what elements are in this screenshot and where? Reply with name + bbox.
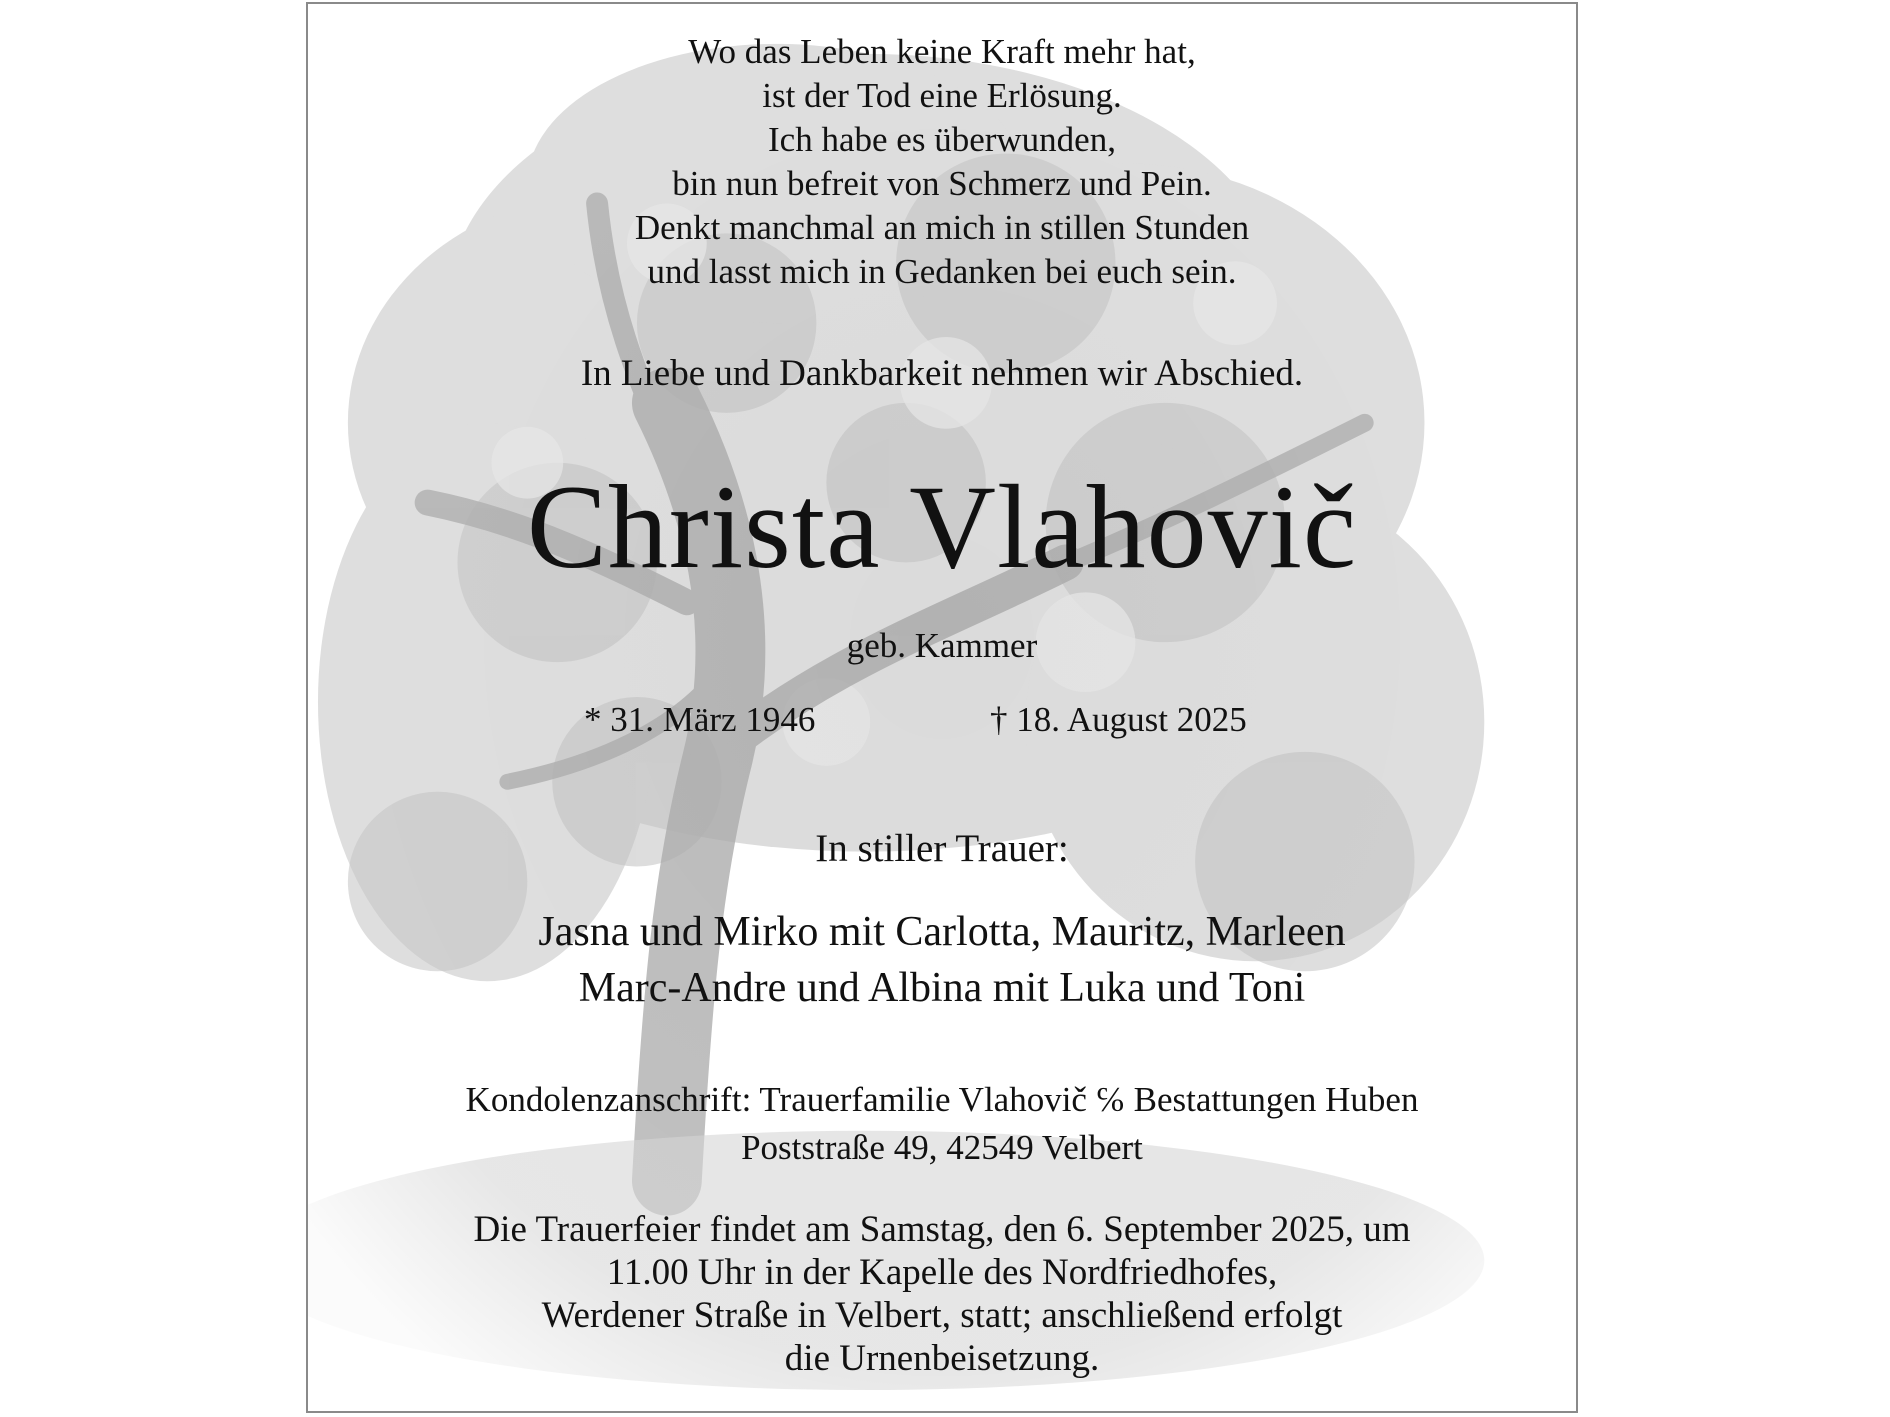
condolence-address — [308, 1076, 1576, 1172]
poem-line: Ich habe es überwunden, — [768, 120, 1116, 159]
poem — [308, 30, 1576, 294]
poem-line: ist der Tod eine Erlösung. — [762, 76, 1122, 115]
life-dates — [308, 700, 1576, 744]
birth-date: * 31. März 1946 — [584, 700, 816, 739]
maiden-name: geb. Kammer — [846, 626, 1038, 665]
family-line: Marc-Andre und Albina mit Luka und Toni — [578, 965, 1306, 1011]
death-date: † 18. August 2025 — [990, 700, 1247, 739]
service-line: Werdener Straße in Velbert, statt; anschließend erfolgt — [541, 1295, 1343, 1336]
poem-line: Wo das Leben keine Kraft mehr hat, — [688, 32, 1196, 71]
family-line: Jasna und Mirko mit Carlotta, Mauritz, Marleen — [538, 909, 1346, 955]
poem-line: und lasst mich in Gedanken bei euch sein. — [647, 252, 1237, 291]
service-line: Die Trauerfeier findet am Samstag, den 6. September 2025, um — [473, 1209, 1411, 1250]
funeral-service-info — [308, 1208, 1576, 1380]
poem-line: bin nun befreit von Schmerz und Pein. — [672, 164, 1212, 203]
condolence-line: Poststraße 49, 42549 Velbert — [741, 1128, 1143, 1167]
family-list — [308, 904, 1576, 1016]
service-line: 11.00 Uhr in der Kapelle des Nordfriedhofes, — [606, 1252, 1278, 1293]
obituary-notice — [306, 2, 1578, 1413]
poem-line: Denkt manchmal an mich in stillen Stunden — [634, 208, 1250, 247]
condolence-line: Kondolenzanschrift: Trauerfamilie Vlahovič ℅ Bestattungen Huben — [465, 1080, 1419, 1119]
mourning-heading: In stiller Trauer: — [815, 827, 1069, 870]
notice-text — [308, 4, 1576, 1411]
farewell-line: In Liebe und Dankbarkeit nehmen wir Abschied. — [580, 353, 1304, 394]
deceased-name: Christa Vlahovič — [526, 460, 1358, 593]
service-line: die Urnenbeisetzung. — [784, 1338, 1100, 1379]
